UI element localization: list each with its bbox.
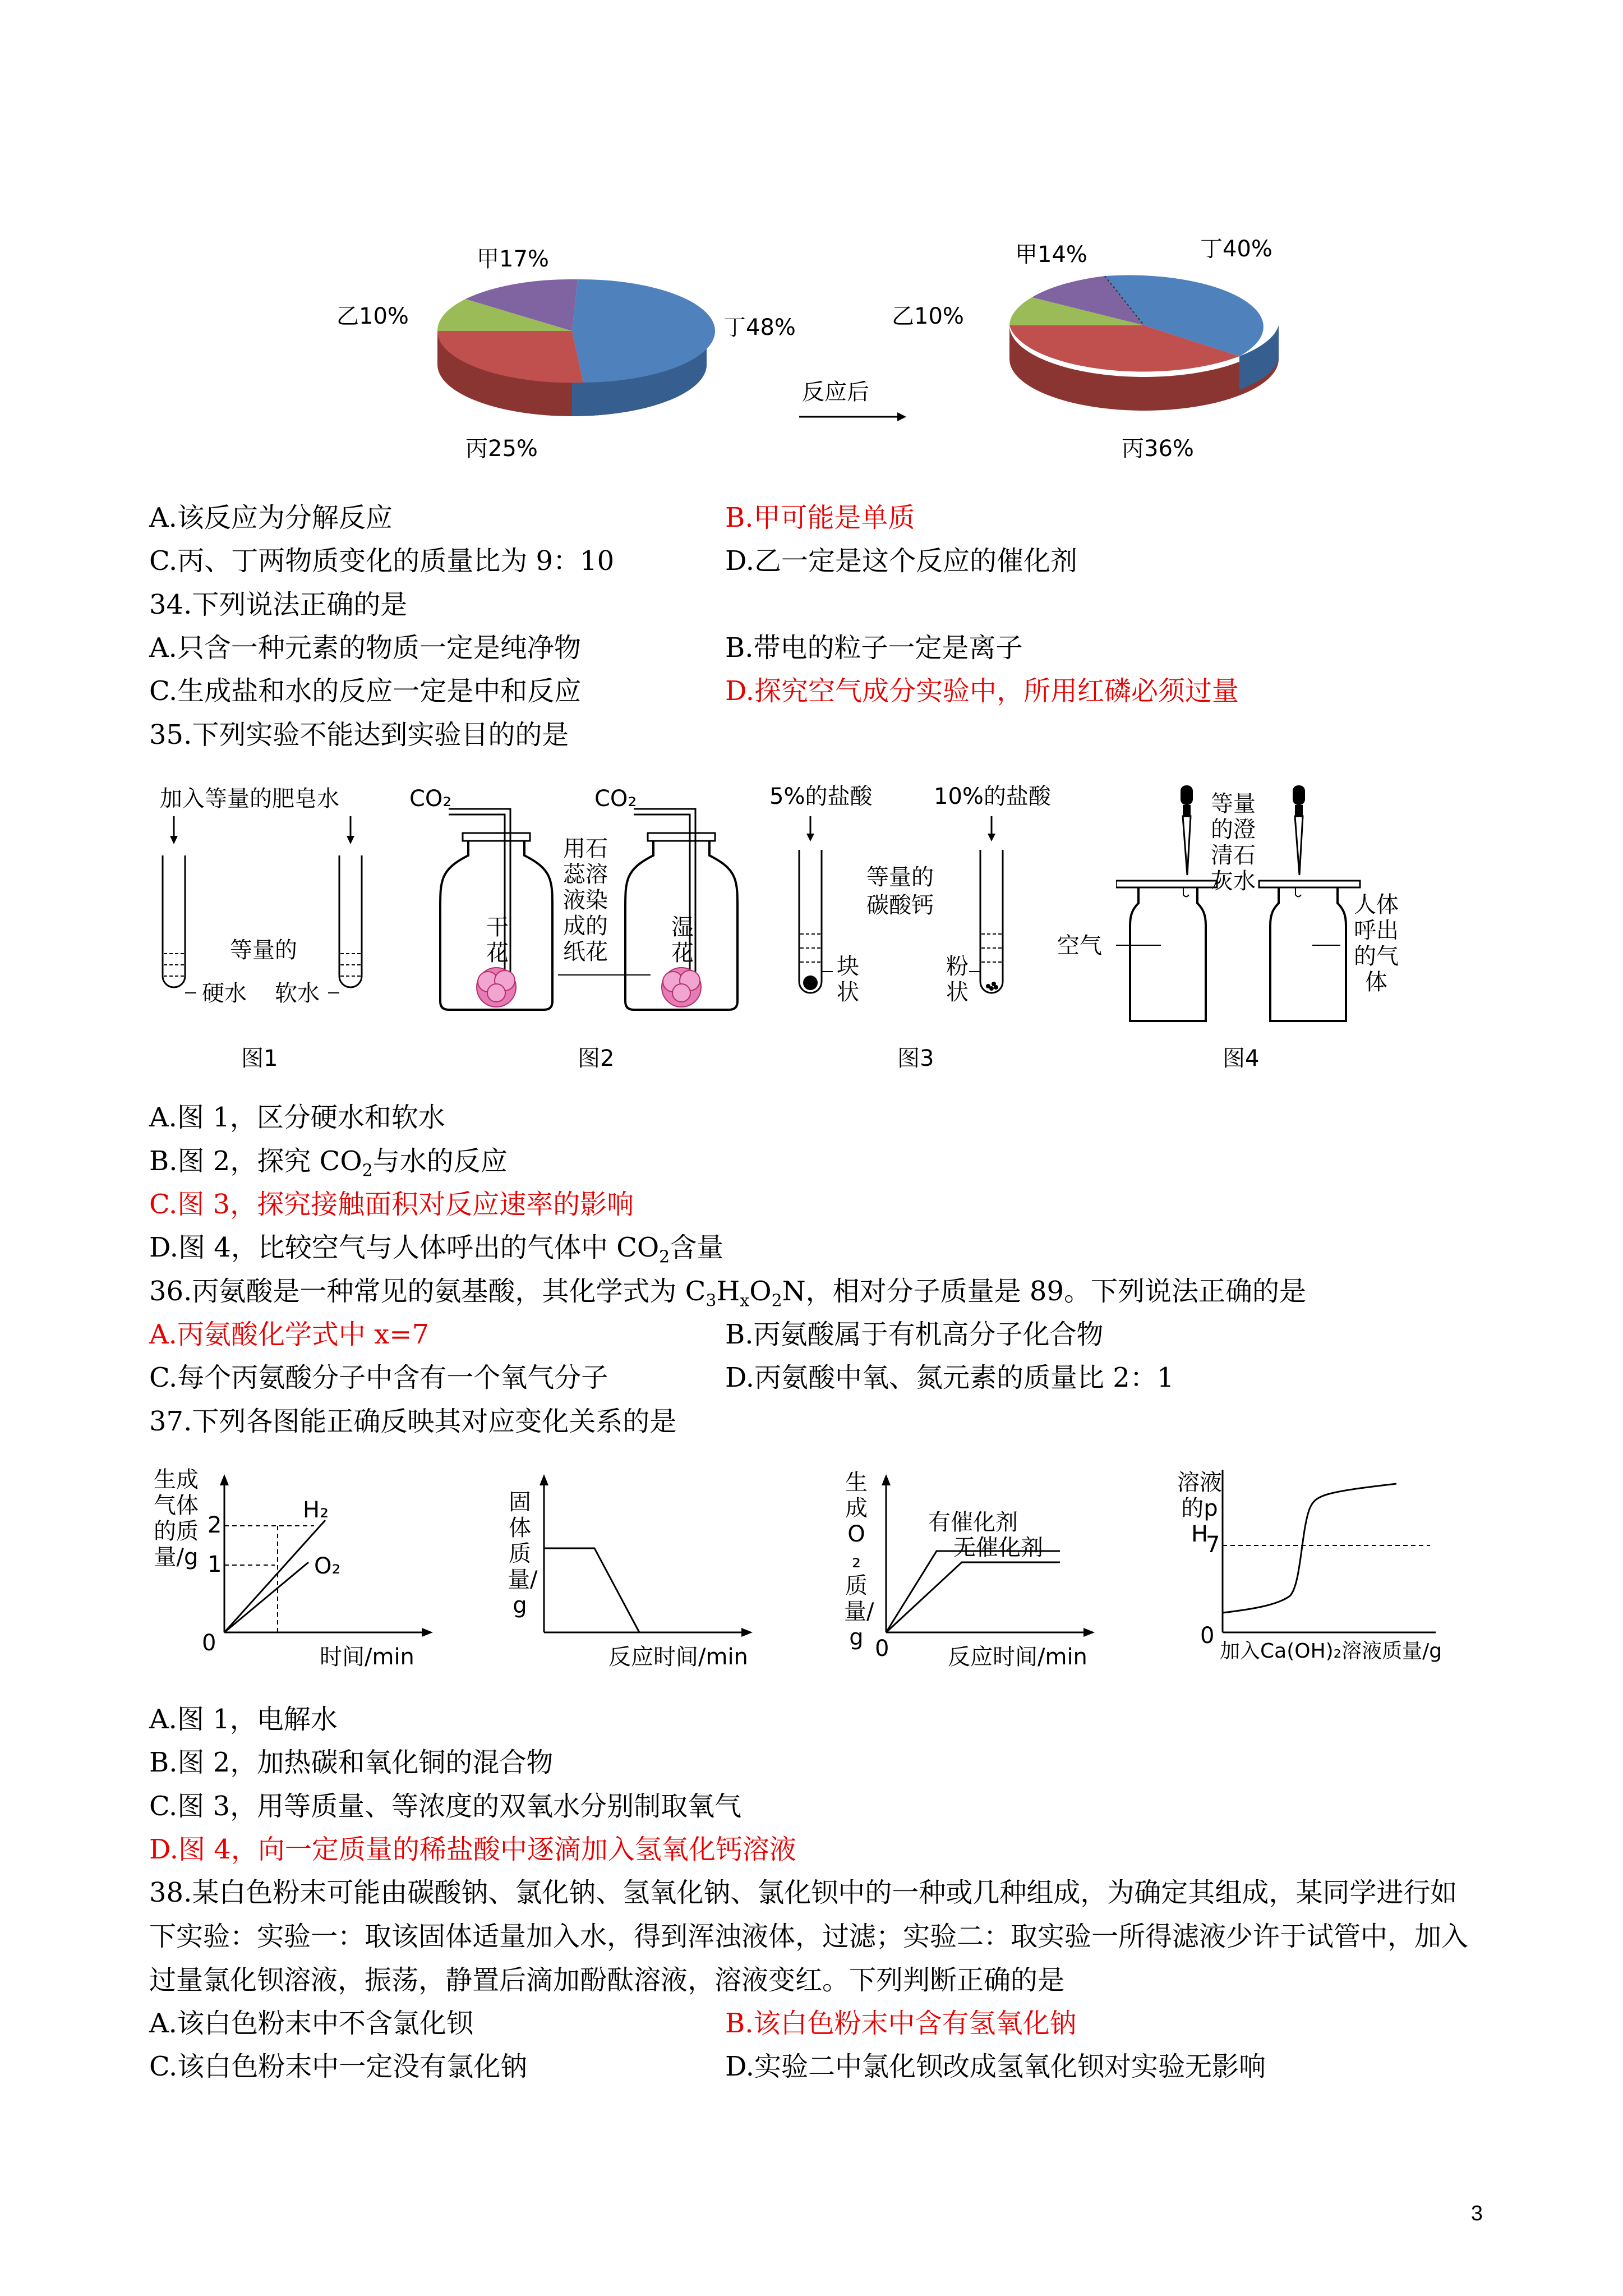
pie-before-label-ding: 丁48%	[723, 315, 796, 341]
q36-option-c: C.每个丙氨酸分子中含有一个氧气分子	[149, 1362, 608, 1393]
q35-option-b: B.图 2，探究 $CO_2$与水的反应	[149, 1145, 508, 1181]
q35-option-d: D.图 4，比较空气与人体呼出的气体中 $CO_2$含量	[149, 1232, 724, 1267]
g1-xlabel: 时间/min	[320, 1644, 414, 1670]
g3-xlabel: 反应时间/min	[948, 1644, 1087, 1670]
g3-ylabel: 生成O₂质量/g	[844, 1470, 874, 1650]
fig1-top-label: 加入等量的肥皂水	[160, 786, 339, 812]
fig3-acid-5: 5%的盐酸	[769, 784, 873, 809]
q36-option-d: D.丙氨酸中氧、氮元素的质量比 2：1	[725, 1362, 1174, 1393]
fig2-wet-flower: 湿花	[671, 914, 694, 966]
q36-option-a: A.丙氨酸化学式中 x=7	[149, 1319, 430, 1350]
fig2-dry-flower: 干花	[486, 914, 509, 966]
graph4-ph	[1211, 1464, 1447, 1649]
q37-option-d: D.图 4，向一定质量的稀盐酸中逐滴加入氢氧化钙溶液	[149, 1834, 796, 1865]
g3-with-catalyst	[886, 1551, 1060, 1632]
fig3-caption: 图3	[897, 1046, 934, 1071]
q38-option-b: B.该白色粉末中含有氢氧化钠	[725, 2008, 1077, 2039]
fig1-hard-water: 硬水	[202, 981, 247, 1006]
g1-o2-line	[224, 1562, 308, 1632]
q34-option-a: A.只含一种元素的物质一定是纯净物	[149, 632, 581, 664]
pie-before-label-bing: 丙25%	[465, 436, 538, 462]
g3-catalyst-label: 有催化剂	[928, 1510, 1018, 1535]
pie-after-label-yi: 乙10%	[892, 303, 964, 329]
fig3-equal-label: 等量的	[866, 864, 934, 890]
q34-option-c: C.生成盐和水的反应一定是中和反应	[149, 675, 582, 707]
pie-before-label-yi: 乙10%	[336, 303, 409, 329]
q35-stem: 35.下列实验不能达到实验目的的是	[149, 719, 569, 751]
pie-after-label-jia: 甲14%	[1015, 242, 1087, 268]
g1-ylabel: 生成气体的质量/g	[154, 1467, 199, 1570]
g1-h2-label: H₂	[303, 1497, 329, 1523]
fig2-co2-left: CO₂	[409, 786, 452, 812]
g2-ylabel: 固体质量/g	[508, 1489, 538, 1618]
fig4-limewater-label: 等量的澄清石灰水	[1211, 791, 1256, 894]
g1-o2-label: O₂	[314, 1553, 341, 1579]
q34-stem: 34.下列说法正确的是	[149, 589, 408, 620]
fig1-soft-water: 软水	[275, 981, 320, 1006]
fig3-lump: 块状	[837, 954, 859, 1005]
fig1-caption: 图1	[241, 1046, 278, 1071]
q36-option-b: B.丙氨酸属于有机高分子化合物	[725, 1319, 1104, 1350]
q38-option-c: C.该白色粉末中一定没有氯化钠	[149, 2051, 528, 2082]
q34-option-b: B.带电的粒子一定是离子	[725, 632, 1023, 664]
q38-stem: 38.某白色粉末可能由碳酸钠、氯化钠、氢氧化钠、氯化钡中的一种或几种组成，为确定其组成，某同学进行如下实验：实验一：取该固体适量加入水，得到浑浊液体，过滤；实验二：取实验一所得滤液少许于试管中，加入过量氯化钡溶液，振荡，静置后滴加酚酞溶液，溶液变红。下列判断正确的是	[149, 1877, 1469, 1996]
g3-origin: 0	[875, 1636, 889, 1662]
fig3-calcium-carbonate: 碳酸钙	[866, 892, 934, 918]
q34-option-d: D.探究空气成分实验中，所用红磷必须过量	[725, 675, 1239, 707]
pie-after-label-bing: 丙36%	[1122, 436, 1194, 462]
q33-option-a: A.该反应为分解反应	[149, 502, 393, 533]
fig3-powder: 粉状	[946, 954, 969, 1005]
g1-origin: 0	[202, 1630, 216, 1656]
q33-option-d: D.乙一定是这个反应的催化剂	[725, 545, 1078, 577]
q38-option-a: A.该白色粉末中不含氯化钡	[149, 2008, 473, 2039]
reaction-arrow	[796, 408, 909, 425]
g1-tick-2: 2	[208, 1512, 222, 1538]
g3-no-catalyst-label: 无催化剂	[953, 1535, 1043, 1561]
fig4-air-label: 空气	[1057, 933, 1102, 959]
fig2-co2-right: CO₂	[594, 786, 637, 812]
pie-after-label-ding: 丁40%	[1200, 236, 1272, 262]
g4-origin: 0	[1200, 1623, 1215, 1649]
fig2-caption: 图2	[578, 1046, 615, 1071]
fig2-description: 用石蕊溶液染成的纸花	[563, 836, 608, 965]
page-number: 3	[1470, 2202, 1483, 2225]
q35-option-a: A.图 1，区分硬水和软水	[149, 1102, 445, 1133]
g1-h2-line	[224, 1520, 325, 1632]
fig1-test-tubes	[151, 813, 387, 1027]
q37-stem: 37.下列各图能正确反映其对应变化关系的是	[149, 1406, 677, 1437]
q37-option-c: C.图 3，用等质量、等浓度的双氧水分别制取氧气	[149, 1791, 742, 1822]
fig4-caption: 图4	[1223, 1046, 1260, 1071]
g4-seven: 7	[1206, 1532, 1220, 1558]
g1-tick-1: 1	[208, 1552, 222, 1577]
pie-before-label-jia: 甲17%	[477, 246, 549, 272]
q35-option-c: C.图 3，探究接触面积对反应速率的影响	[149, 1189, 634, 1220]
g4-xlabel: 加入Ca(OH)₂溶液质量/g	[1220, 1640, 1442, 1663]
pie-chart-before	[331, 236, 780, 449]
g4-ph-curve	[1223, 1484, 1396, 1613]
g4-ylabel: 溶液的pH	[1177, 1470, 1222, 1547]
fig1-equal-label: 等量的	[230, 937, 297, 963]
g2-curve	[544, 1548, 639, 1632]
q37-option-a: A.图 1，电解水	[149, 1704, 338, 1735]
g3-without-catalyst	[886, 1562, 1060, 1632]
q33-option-c: C.丙、丁两物质变化的质量比为 9：10	[149, 545, 615, 577]
q37-option-b: B.图 2，加热碳和氧化铜的混合物	[149, 1747, 554, 1778]
q36-stem: 36.丙氨酸是一种常见的氨基酸，其化学式为 $C_3H_xO_2N$，相对分子质量是 89。下列说法正确的是	[149, 1276, 1306, 1311]
fig3-acid-10: 10%的盐酸	[934, 784, 1051, 809]
graph2-carbon-cuo	[533, 1470, 768, 1649]
g2-xlabel: 反应时间/min	[608, 1644, 748, 1670]
q33-option-b: B.甲可能是单质	[725, 502, 915, 533]
fig3-test-tubes	[785, 813, 1021, 1027]
arrow-label: 反应后	[802, 379, 869, 405]
fig4-breath-label: 人体呼出的气体	[1354, 892, 1399, 995]
q38-option-d: D.实验二中氯化钡改成氢氧化钡对实验无影响	[725, 2051, 1266, 2082]
